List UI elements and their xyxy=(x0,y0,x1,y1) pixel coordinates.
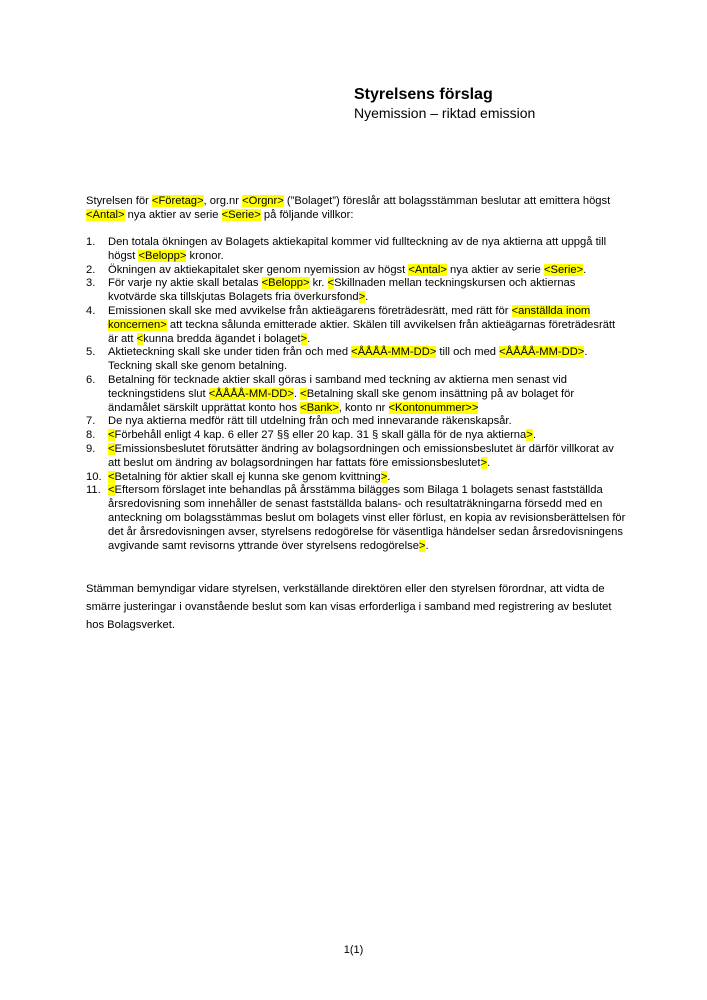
placeholder-field: <anställda inom koncernen> xyxy=(108,304,591,331)
placeholder-field: <Belopp> xyxy=(138,249,187,262)
text-run: Den totala ökningen av Bolagets aktiekapital kommer vid fullteckning av de nya aktierna att uppgå till högst xyxy=(108,236,607,262)
placeholder-field: < xyxy=(108,442,115,455)
clause-item xyxy=(86,484,626,553)
text-run: . xyxy=(365,291,369,304)
text-run: (”Bolaget”) föreslår att bolagsstämman beslutar att emittera högst xyxy=(283,195,611,207)
text-run: Betalning för tecknade aktier skall göras i samband med teckning av aktierna men senast vid teckningstidens slut xyxy=(108,373,567,400)
clause-item xyxy=(86,346,626,374)
text-run: För varje ny aktie skall betalas xyxy=(108,277,262,290)
text-run: Emissionen skall ske med avvikelse från aktieägarens företrädesrätt, med rätt för xyxy=(108,304,512,317)
placeholder-field: > xyxy=(380,470,388,483)
closing-paragraph: Stämman bemyndigar vidare styrelsen, verkställande direktören eller den styrelsen förordnar, att vidta de smärre justeringar i ovanstående beslut som kan visas erforderliga i samband med registrering av beslutet hos Bolagsverket. xyxy=(86,583,612,631)
text-run: , konto nr xyxy=(338,401,389,414)
text-run: . Teckning skall ske genom betalning. xyxy=(108,346,588,373)
placeholder-field: <Serie> xyxy=(221,209,261,222)
clause-item xyxy=(86,264,626,278)
text-run: nya aktier av serie xyxy=(446,263,544,276)
placeholder-field: <Kontonummer>> xyxy=(388,401,479,414)
page-number: 1(1) xyxy=(343,944,364,956)
placeholder-field: < xyxy=(108,470,115,483)
clause-item xyxy=(86,415,626,429)
clause-item xyxy=(86,443,626,471)
text-run: kronor. xyxy=(186,249,224,262)
text-run: kunna bredda ägandet i bolaget xyxy=(143,332,301,345)
text-run: Betalning för aktier skall ej kunna ske genom kvittning xyxy=(114,470,381,483)
text-run: Förbehåll enligt 4 kap. 6 eller 27 §§ eller 20 kap. 31 § skall gälla för de nya aktierna xyxy=(114,429,527,442)
text-run: , org.nr xyxy=(203,195,243,207)
placeholder-field: <Företag> xyxy=(151,195,204,207)
text-run: till och med xyxy=(436,346,500,359)
text-run: . xyxy=(532,429,536,442)
text-run: kr. xyxy=(309,277,328,290)
clause-item xyxy=(86,236,626,264)
placeholder-field: <Antal> xyxy=(408,263,447,276)
clause-item xyxy=(86,429,626,443)
text-run: . xyxy=(307,332,311,345)
text-run: . xyxy=(583,263,587,276)
placeholder-field: > xyxy=(526,429,533,442)
text-run: på följande villkor: xyxy=(260,209,354,222)
clause-number: 2. xyxy=(86,263,96,276)
placeholder-field: > xyxy=(418,539,426,552)
clause-item xyxy=(86,471,626,485)
clause-number: 1. xyxy=(86,236,96,248)
text-run: Aktieteckning skall ske under tiden från och med xyxy=(108,346,352,359)
text-run: Ökningen av aktiekapitalet sker genom nyemission av högst xyxy=(108,263,409,276)
text-run: . xyxy=(425,539,429,552)
clause-item xyxy=(86,305,626,346)
text-run: Eftersom förslaget inte behandlas på årsstämma bilägges som Bilaga 1 bolagets senast fastställda årsredovisning som innehåller de senast fastställda balans- och resultaträkningarna försedd med en anteckning om bolagsstämmas beslut om bolagets vinst eller förlust, en kopia av revisionsberättelsen för det år årsredovisningen avser, styrelsens redogörelse för väsentliga händelser sedan årsredovisningens avgivande samt revisorns yttrande över styrelsens redogörelse xyxy=(108,484,626,552)
placeholder-field: > xyxy=(480,456,488,469)
page-subtitle: Nyemission – riktad emission xyxy=(354,105,536,121)
clause-number: 10. xyxy=(86,470,102,483)
clause-number: 4. xyxy=(86,304,96,317)
clause-number: 9. xyxy=(86,442,96,455)
clause-number: 6. xyxy=(86,373,96,386)
clause-number: 7. xyxy=(86,415,96,428)
text-run: Styrelsen för xyxy=(86,195,152,207)
placeholder-field: < xyxy=(300,387,307,400)
placeholder-field: < xyxy=(108,429,115,442)
text-run: . xyxy=(293,387,301,400)
placeholder-field: <ÅÅÅÅ-MM-DD> xyxy=(351,346,437,359)
text-run: Skillnaden mellan teckningskursen och aktiernas kvotvärde ska tillskjutas Bolagets fria överkursfond xyxy=(108,277,576,304)
text-run: nya aktier av serie xyxy=(124,209,222,222)
text-run: . xyxy=(387,470,391,483)
placeholder-field: <Serie> xyxy=(543,263,584,276)
clause-number: 3. xyxy=(86,277,96,290)
clause-item xyxy=(86,277,626,305)
text-run: Emissionsbeslutet förutsätter ändring av bolagsordningen och emissionsbeslutet är därför villkorat av att beslut om ändring av bolagsordningen har fattats före emissionsbeslutet xyxy=(108,442,614,469)
clause-number: 8. xyxy=(86,429,96,442)
placeholder-field: <Orgnr> xyxy=(242,195,284,207)
text-run: . xyxy=(487,456,491,469)
placeholder-field: < xyxy=(327,277,335,290)
placeholder-field: > xyxy=(300,332,308,345)
placeholder-field: <ÅÅÅÅ-MM-DD> xyxy=(208,387,294,400)
clause-item xyxy=(86,374,626,415)
placeholder-field: < xyxy=(108,484,115,497)
intro-paragraph xyxy=(86,194,626,222)
text-run: att teckna sålunda emitterade aktier. Skälen till avvikelsen från aktieägarnas företrädesrätt är att xyxy=(108,318,616,345)
placeholder-field: <Belopp> xyxy=(261,277,310,290)
clause-number: 11. xyxy=(86,484,101,497)
placeholder-field: < xyxy=(136,332,144,345)
placeholder-field: <Bank> xyxy=(300,401,339,414)
page-title: Styrelsens förslag xyxy=(354,86,493,103)
placeholder-field: <Antal> xyxy=(86,209,125,222)
placeholder-field: > xyxy=(358,291,366,304)
placeholder-field: <ÅÅÅÅ-MM-DD> xyxy=(499,346,585,359)
text-run: De nya aktierna medför rätt till utdelning från och med innevarande räkenskapsår. xyxy=(108,415,512,428)
text-run: Betalning skall ske genom insättning på av bolaget för ändamålet särskilt upprättat konto hos xyxy=(108,387,575,414)
clause-number: 5. xyxy=(86,346,96,359)
clause-list xyxy=(86,236,626,553)
